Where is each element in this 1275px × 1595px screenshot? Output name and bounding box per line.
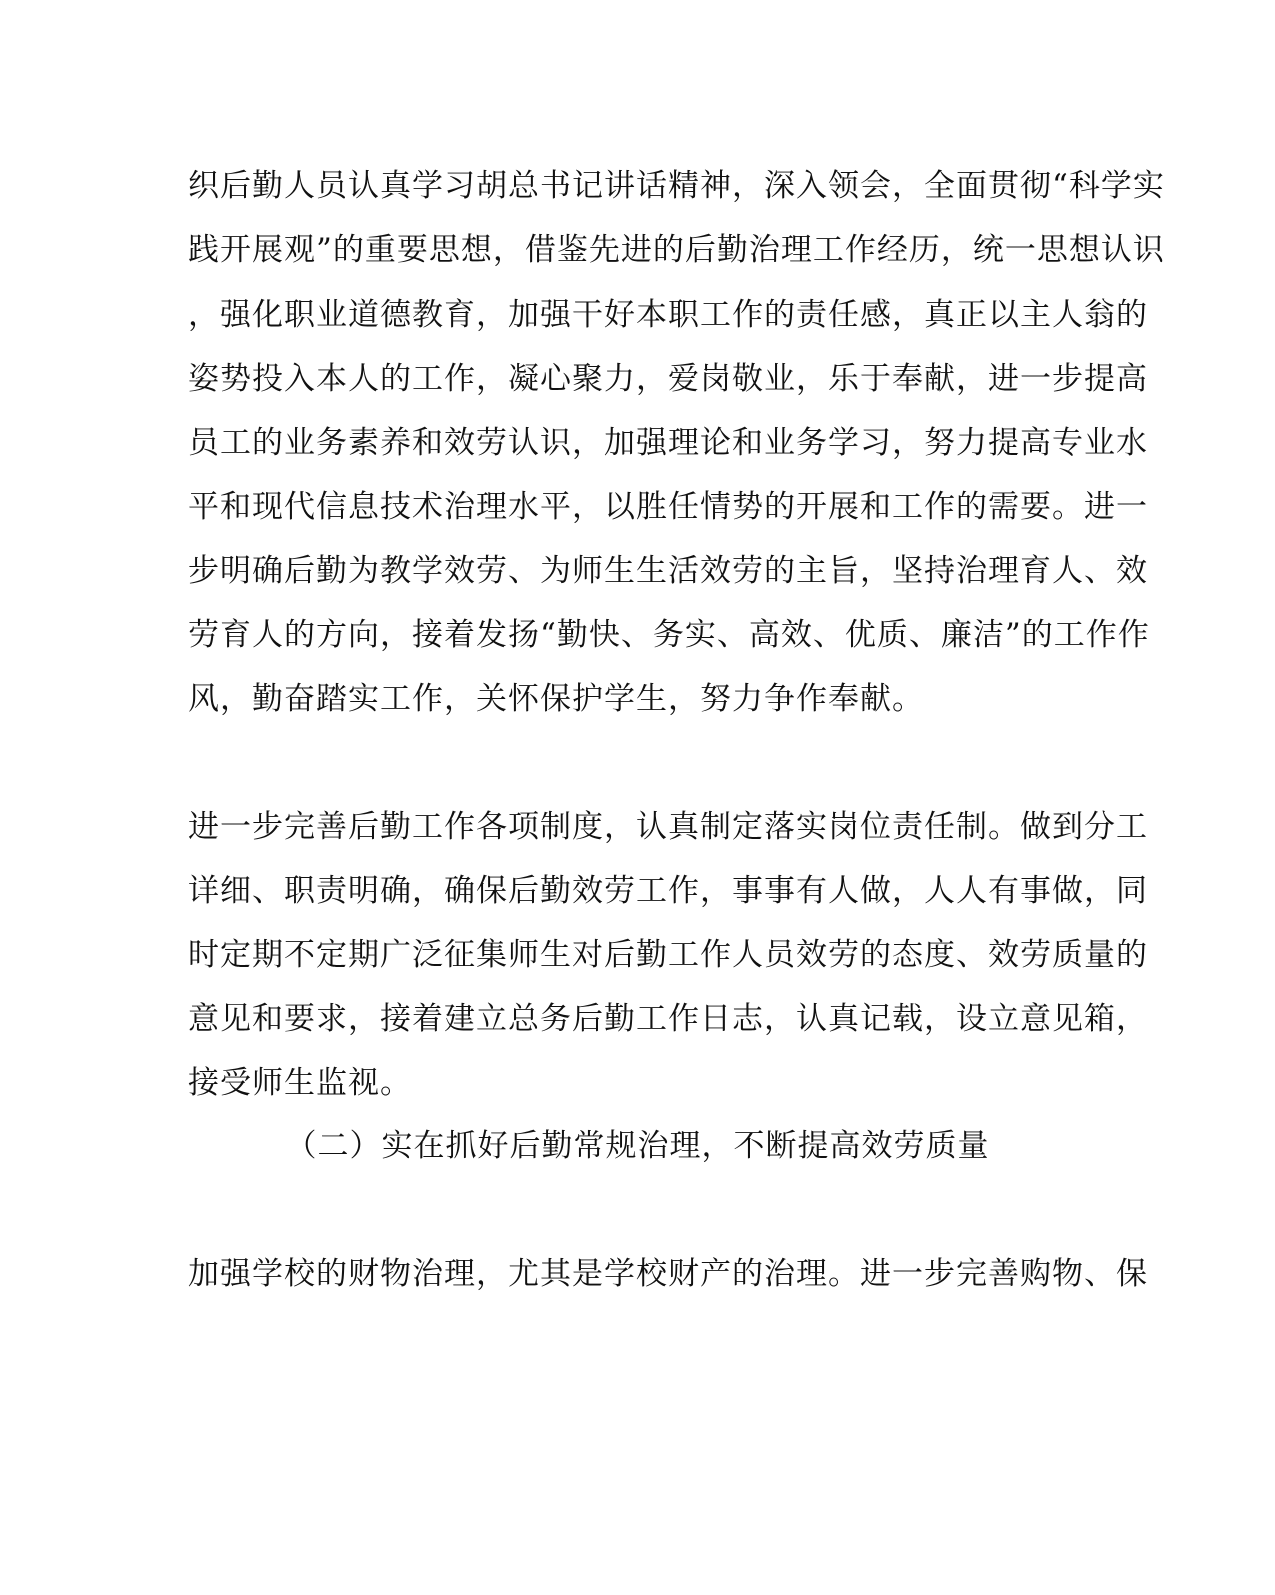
text-line: 践开展观”的重要思想，借鉴先进的后勤治理工作经历，统一思想认识 [188, 232, 1165, 268]
text-line: ，强化职业道德教育，加强干好本职工作的责任感，真正以主人翁的 [188, 297, 1148, 333]
text-line: 详细、职责明确，确保后勤效劳工作，事事有人做，人人有事做，同 [188, 873, 1148, 909]
text-line: 劳育人的方向，接着发扬“勤快、务实、高效、优质、廉洁”的工作作 [188, 617, 1150, 653]
text-line: 平和现代信息技术治理水平，以胜任情势的开展和工作的需要。进一 [188, 489, 1148, 525]
text-line: 意见和要求，接着建立总务后勤工作日志，认真记载，设立意见箱， [188, 1001, 1148, 1037]
text-line: 姿势投入本人的工作，凝心聚力，爱岗敬业，乐于奉献，进一步提高 [188, 361, 1148, 397]
text-line: 时定期不定期广泛征集师生对后勤工作人员效劳的态度、效劳质量的 [188, 937, 1148, 973]
text-line: 员工的业务素养和效劳认识，加强理论和业务学习，努力提高专业水 [188, 425, 1148, 461]
text-line: 进一步完善后勤工作各项制度，认真制定落实岗位责任制。做到分工 [188, 809, 1148, 845]
text-line: 接受师生监视。 [188, 1065, 412, 1101]
text-line: 加强学校的财物治理，尤其是学校财产的治理。进一步完善购物、保 [188, 1256, 1148, 1292]
section-heading: （二）实在抓好后勤常规治理，不断提高效劳质量 [285, 1128, 990, 1164]
text-line: 风，勤奋踏实工作，关怀保护学生，努力争作奉献。 [188, 681, 924, 717]
text-line: 织后勤人员认真学习胡总书记讲话精神，深入领会，全面贯彻“科学实 [188, 168, 1165, 204]
text-line: 步明确后勤为教学效劳、为师生生活效劳的主旨，坚持治理育人、效 [188, 553, 1148, 589]
